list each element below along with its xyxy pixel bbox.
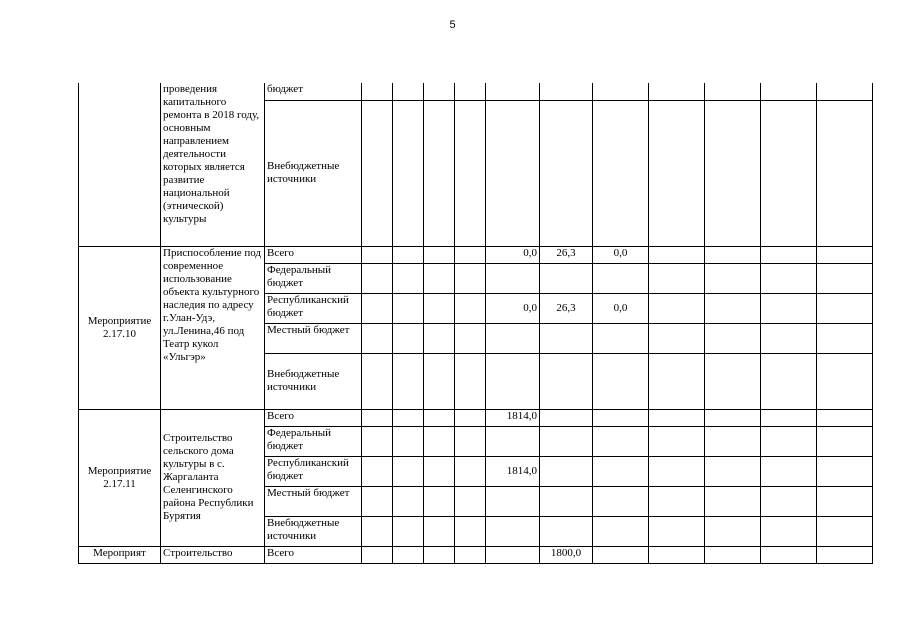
value-cell xyxy=(486,353,540,409)
funding-source: Всего xyxy=(265,409,362,426)
value-cell: 1814,0 xyxy=(486,409,540,426)
value-cell xyxy=(593,516,649,546)
value-cell xyxy=(540,426,593,456)
value-cell xyxy=(593,100,649,246)
value-cell: 1800,0 xyxy=(540,546,593,563)
value-cell xyxy=(593,409,649,426)
value-cell xyxy=(540,263,593,293)
funding-source: Республиканский бюджет xyxy=(265,293,362,323)
funding-source: Местный бюджет xyxy=(265,323,362,353)
value-cell: 0,0 xyxy=(593,293,649,323)
funding-source: Республиканский бюджет xyxy=(265,456,362,486)
value-cell: 0,0 xyxy=(486,293,540,323)
value-cell xyxy=(486,546,540,563)
measure-name-cell xyxy=(79,83,161,246)
value-cell xyxy=(486,323,540,353)
value-cell: 1814,0 xyxy=(486,456,540,486)
value-cell xyxy=(593,83,649,100)
value-cell xyxy=(593,426,649,456)
funding-source: Федеральный бюджет xyxy=(265,263,362,293)
measure-name-cell: Мероприят xyxy=(79,546,161,563)
funding-source: бюджет xyxy=(265,83,362,100)
measure-description: Строительство xyxy=(161,546,265,563)
measure-description: Приспособление под современное использование объекта культурного наследия по адресу г.Улан-Удэ, ул.Ленина,46 под Театр кукол «Ульгэр» xyxy=(161,246,265,409)
value-cell xyxy=(593,486,649,516)
funding-source: Внебюджетные источники xyxy=(265,353,362,409)
measure-name-cell: Мероприятие 2.17.10 xyxy=(79,246,161,409)
value-cell xyxy=(593,263,649,293)
value-cell: 26,3 xyxy=(540,293,593,323)
table-row xyxy=(79,246,873,263)
value-cell xyxy=(593,456,649,486)
funding-source: Местный бюджет xyxy=(265,486,362,516)
funding-source: Всего xyxy=(265,546,362,563)
value-cell xyxy=(540,409,593,426)
table-row xyxy=(79,83,873,100)
value-cell xyxy=(540,516,593,546)
value-cell: 26,3 xyxy=(540,246,593,263)
value-cell: 0,0 xyxy=(593,246,649,263)
value-cell: 0,0 xyxy=(486,246,540,263)
value-cell xyxy=(593,546,649,563)
value-cell xyxy=(540,83,593,100)
value-cell xyxy=(486,426,540,456)
value-cell xyxy=(486,486,540,516)
value-cell xyxy=(486,263,540,293)
value-cell xyxy=(540,353,593,409)
funding-source: Внебюджетные источники xyxy=(265,100,362,246)
value-cell xyxy=(486,83,540,100)
funding-source: Федеральный бюджет xyxy=(265,426,362,456)
value-cell xyxy=(540,100,593,246)
table-row xyxy=(79,409,873,426)
measure-description: Строительство сельского дома культуры в с. Жаргаланта Селенгинского района Республики Бурятия xyxy=(161,409,265,546)
measure-name-cell: Мероприятие 2.17.11 xyxy=(79,409,161,546)
funding-source: Внебюджетные источники xyxy=(265,516,362,546)
measure-description: проведения капитального ремонта в 2018 году, основным направлением деятельности которых является развитие национальной (этнической) культуры xyxy=(161,83,265,246)
value-cell xyxy=(540,323,593,353)
value-cell xyxy=(540,486,593,516)
value-cell xyxy=(593,323,649,353)
funding-source: Всего xyxy=(265,246,362,263)
page-number: 5 xyxy=(449,19,456,31)
table-row xyxy=(79,546,873,563)
value-cell xyxy=(593,353,649,409)
value-cell xyxy=(540,456,593,486)
value-cell xyxy=(486,100,540,246)
value-cell xyxy=(486,516,540,546)
budget-table xyxy=(78,83,873,564)
